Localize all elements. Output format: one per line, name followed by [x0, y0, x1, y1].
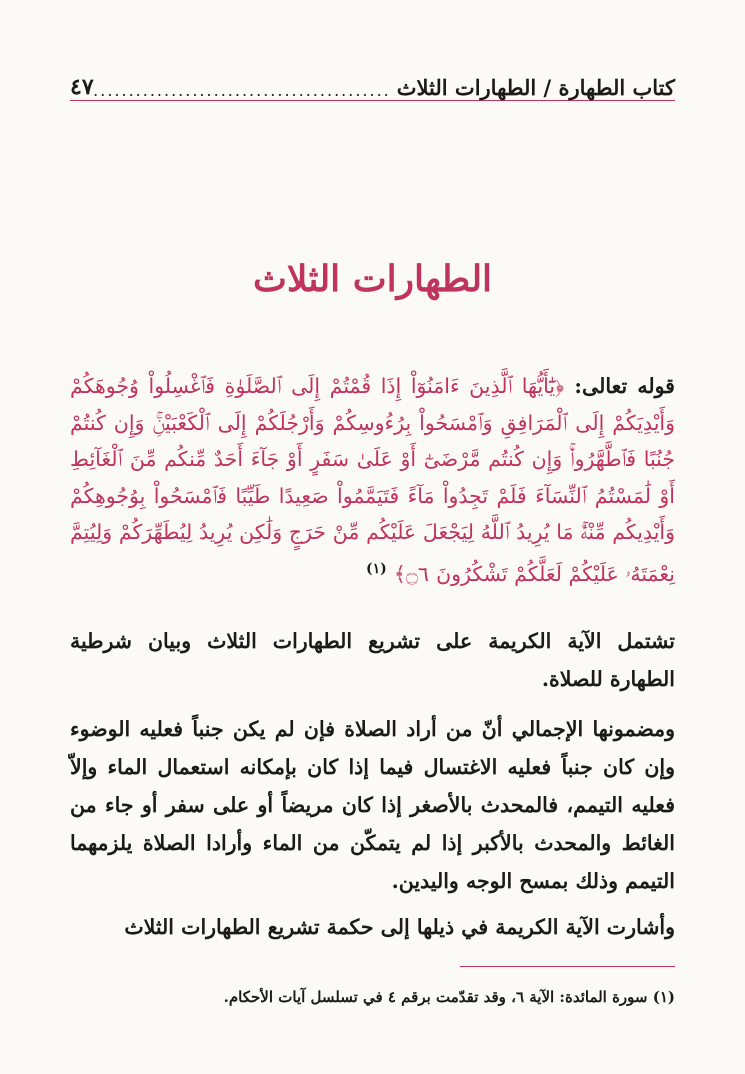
paragraph: تشتمل الآية الكريمة على تشريع الطهارات الثلاث وبيان شرطية الطهارة للصلاة. — [70, 629, 675, 691]
footnote-divider — [460, 966, 675, 967]
paragraph: وأشارت الآية الكريمة في ذيلها إلى حكمة تشريع الطهارات الثلاث — [124, 915, 675, 939]
header-dot-leader: .......................................... — [93, 81, 391, 100]
chapter-title: الطهارات الثلاث — [252, 258, 493, 300]
verse-close-bracket: ﴾ — [393, 561, 406, 586]
quran-verse: يَٰٓأَيُّهَا ٱلَّذِينَ ءَامَنُوٓاْ إِذَا قُمْتُمْ إِلَى ٱلصَّلَوٰةِ فَٱغْسِلُواْ وُجُوهَكُمْ وَأَيْدِيَكُمْ إِلَى ٱلْمَرَافِقِ وَٱمْسَحُواْ بِرُءُوسِكُمْ وَأَرْجُلَكُمْ إِلَى ٱلْكَعْبَيْنِۚ وَإِن كُنتُمْ جُنُبًا فَٱطَّهَّرُواْۚ وَإِن كُنتُم مَّرْضَىٰٓ أَوْ عَلَىٰ سَفَرٍ أَوْ جَآءَ أَحَدٌ مِّنكُم مِّنَ ٱلْغَآئِطِ أَوْ لَٰمَسْتُمُ ٱلنِّسَآءَ فَلَمْ تَجِدُواْ مَآءً فَتَيَمَّمُواْ صَعِيدًا طَيِّبًا فَٱمْسَحُواْ بِوُجُوهِكُمْ وَأَيْدِيكُم مِّنْهُۚ مَا يُرِيدُ ٱللَّهُ لِيَجْعَلَ عَلَيْكُم مِّنْ حَرَجٍ وَلَٰكِن يُرِيدُ لِيُطَهِّرَكُمْ وَلِيُتِمَّ نِعْمَتَهُۥ عَلَيْكُمْ لَعَلَّكُمْ تَشْكُرُونَ — [70, 374, 675, 586]
footnote-reference: (١) — [365, 560, 387, 577]
header-title: كتاب الطهارة / الطهارات الثلاث — [396, 75, 675, 100]
verse-paragraph — [70, 368, 675, 592]
footnote: (١) سورة المائدة: الآية ٦، وقد تقدّمت برقم ٤ في تسلسل آيات الأحكام. — [223, 988, 675, 1006]
verse-open-bracket: ﴿ — [555, 374, 565, 398]
page-number: ٤٧ — [70, 74, 94, 100]
running-header — [70, 62, 675, 101]
ayah-number-marker: ۝٦ — [405, 561, 429, 586]
paragraph: ومضمونها الإجمالي أنّ من أراد الصلاة فإن لم يكن جنباً فعليه الوضوء وإن كان جنباً فعليه الاغتسال فيما إذا كان بإمكانه استعمال الماء وإلاّ فعليه التيمم، فالمحدث بالأصغر إذا كان مريضاً أو على سفر أو جاء من الغائط والمحدث بالأكبر إذا لم يتمكّن من الماء وأرادا الصلاة يلزمهما التيمم وذلك بمسح الوجه واليدين. — [70, 717, 675, 893]
verse-intro: قوله تعالى: — [574, 374, 675, 398]
